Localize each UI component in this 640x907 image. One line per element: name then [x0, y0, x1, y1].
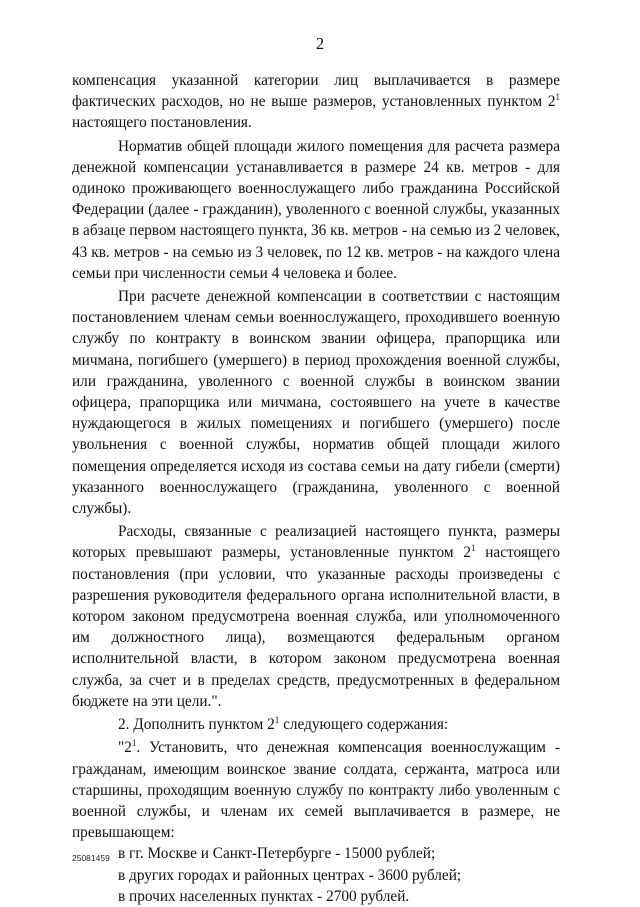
paragraph	[72, 136, 560, 284]
paragraph	[72, 286, 560, 519]
text-run: При расчете денежной компенсации в соответствии с настоящим постановлением членам семьи военнослужащего, проходившего военную службу по контракту в воинском звании офицера, прапорщика или мичмана, погибшего (умершего) в период прохождения военной службы, или гражданина, уволенного с военной службы в воинском звании офицера, прапорщика или мичмана, состоявшего на учете в качестве нуждающегося в жилых помещениях и погибшего (умершего) после увольнения с военной службы, норматив общей площади жилого помещения определяется исходя из состава семьи на дату гибели (смерти) указанного военнослужащего (гражданина, уволенного с военной службы).	[72, 288, 560, 518]
text-run: в прочих населенных пунктах - 2700 рублей.	[118, 887, 410, 905]
superscript: 1	[274, 715, 280, 726]
text-run: в гг. Москве и Санкт-Петербурге - 15000 рублей;	[118, 845, 436, 863]
paragraph	[72, 70, 560, 134]
text-run: Норматив общей площади жилого помещения для расчета размера денежной компенсации устанавливается в размере 24 кв. метров - для одиноко проживающего военнослужащего либо гражданина Российской Федерации (далее - гражданин), уволенного с военной службы, указанных в абзаце первом настоящего пункта, 36 кв. метров - на семью из 2 человек, 43 кв. метров - на семью из 3 человек, по 12 кв. метров - на каждого члена семьи при численности семьи 4 человека и более.	[72, 137, 560, 282]
page-number: 2	[315, 34, 325, 53]
paragraph	[72, 714, 560, 735]
list-item	[72, 886, 560, 907]
text-run: "2	[118, 739, 132, 757]
document-code: 25081459	[72, 853, 110, 863]
document-body	[72, 70, 560, 907]
text-run: следующего содержания:	[279, 716, 449, 734]
text-run: в других городах и районных центрах - 3600 рублей;	[118, 866, 462, 884]
paragraph	[72, 737, 560, 843]
list-item	[72, 865, 560, 886]
text-run: . Установить, что денежная компенсация военнослужащим - гражданам, имеющим воинское звание солдата, сержанта, матроса или старшины, проходящим военную службу по контракту либо уволенным с военной службы, и членам их семей выплачивается в размере, не превышающем:	[72, 739, 560, 842]
superscript: 1	[555, 92, 560, 103]
superscript: 1	[470, 543, 476, 554]
text-run: 2. Дополнить пунктом 2	[118, 716, 275, 734]
paragraph	[72, 521, 560, 712]
list-item	[72, 843, 560, 864]
text-run: настоящего постановления (при условии, что указанные расходы произведены с разрешения руководителя федерального органа исполнительной власти, в котором законом предусмотрена военная служба, или уполномоченного им должностного лица), возмещаются федеральным органом исполнительной власти, в котором законом предусмотрена военная служба, за счет и в пределах средств, предусмотренных в федеральном бюджете на эти цели.".	[72, 544, 560, 710]
text-run: настоящего постановления.	[72, 114, 252, 132]
superscript: 1	[131, 738, 137, 749]
text-run: Расходы, связанные с реализацией настоящего пункта, размеры которых превышают размеры, установленные пунктом 2	[72, 523, 560, 562]
text-run: компенсация указанной категории лиц выплачивается в размере фактических расходов, но не выше размеров, установленных пунктом 2	[72, 72, 560, 111]
